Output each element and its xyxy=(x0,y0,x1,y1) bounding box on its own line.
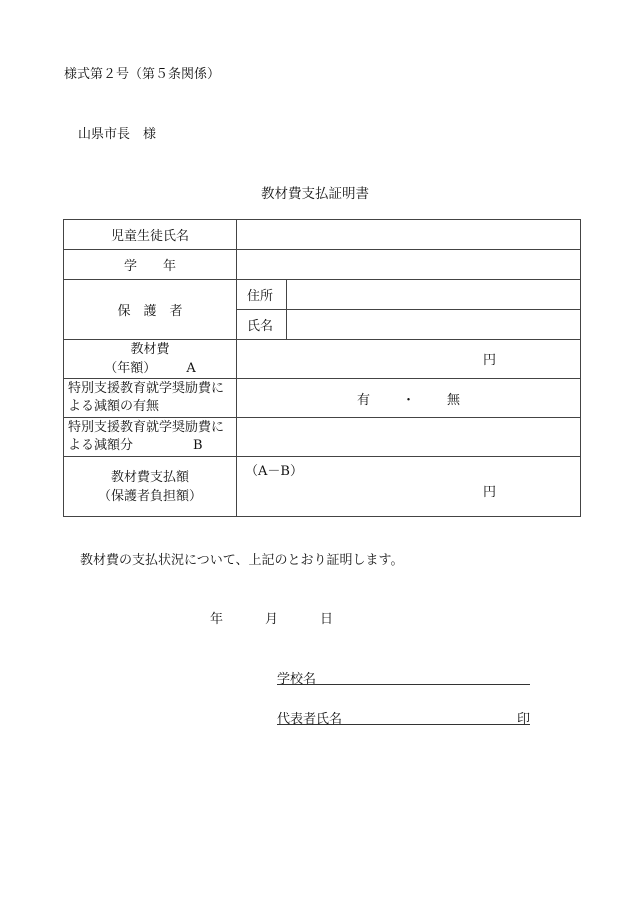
payment-field[interactable] xyxy=(237,457,581,517)
payment-formula: （A－B） xyxy=(245,464,303,479)
row-student-name xyxy=(64,220,581,250)
date-day: 日 xyxy=(320,612,334,627)
reduction-amount-text: よる減額分 xyxy=(68,438,134,453)
material-fee-field[interactable] xyxy=(237,340,581,379)
row-reduction-exists xyxy=(64,379,581,418)
grade-field[interactable] xyxy=(237,250,581,280)
date-month: 月 xyxy=(265,612,279,627)
reduction-amount-label xyxy=(64,418,237,457)
document-title: 教材費支払証明書 xyxy=(261,186,369,202)
material-fee-label-line1: 教材費 xyxy=(130,342,170,357)
guardian-label: 保 護 者 xyxy=(64,280,237,340)
school-name-label: 学校名 xyxy=(277,672,317,687)
payment-label-line2: （保護者負担額） xyxy=(97,488,202,504)
addressee: 山県市長 様 xyxy=(78,127,157,142)
certificate-table xyxy=(63,219,581,517)
payment-yen: 円 xyxy=(482,485,496,500)
material-fee-yen: 円 xyxy=(482,353,496,368)
representative-name-label: 代表者氏名 xyxy=(277,712,343,727)
row-payment xyxy=(64,457,581,517)
reduction-exists-label-line1: 特別支援教育就学奨励費に xyxy=(68,381,225,396)
payment-label-line1: 教材費支払額 xyxy=(110,469,189,485)
payment-label xyxy=(64,457,237,517)
option-no[interactable]: 無 xyxy=(447,392,461,408)
material-fee-mark-a: A xyxy=(186,361,196,376)
grade-label: 学 年 xyxy=(64,250,237,280)
student-name-label: 児童生徒氏名 xyxy=(64,220,237,250)
reduction-exists-label xyxy=(64,379,237,418)
school-name-line[interactable] xyxy=(277,668,530,685)
address-label: 住所 xyxy=(237,280,287,310)
row-reduction-amount xyxy=(64,418,581,457)
row-guardian-address xyxy=(64,280,581,310)
student-name-field[interactable] xyxy=(237,220,581,250)
reduction-amount-field[interactable] xyxy=(237,418,581,457)
closing-statement: 教材費の支払状況について、上記のとおり証明します。 xyxy=(80,553,404,568)
material-fee-label-line2 xyxy=(64,359,236,378)
reduction-exists-label-line2: よる減額の有無 xyxy=(68,399,160,414)
reduction-amount-label-line1: 特別支援教育就学奨励費に xyxy=(68,420,225,435)
form-number: 様式第２号（第５条関係） xyxy=(64,67,221,82)
date-row[interactable] xyxy=(210,608,333,627)
row-material-fee xyxy=(64,340,581,379)
material-fee-annual: （年額） xyxy=(104,361,157,376)
reduction-amount-label-line2 xyxy=(68,437,236,455)
name-label: 氏名 xyxy=(237,310,287,340)
reduction-exists-field[interactable] xyxy=(237,379,581,418)
reduction-mark-b: B xyxy=(193,438,203,453)
material-fee-label xyxy=(64,340,237,379)
row-grade xyxy=(64,250,581,280)
date-year: 年 xyxy=(210,612,224,627)
guardian-name-field[interactable] xyxy=(287,310,581,340)
representative-name-line[interactable] xyxy=(277,708,530,725)
guardian-address-field[interactable] xyxy=(287,280,581,310)
option-yes[interactable]: 有 xyxy=(356,392,370,408)
option-separator: ・ xyxy=(401,392,415,408)
seal-mark: 印 xyxy=(516,712,530,727)
